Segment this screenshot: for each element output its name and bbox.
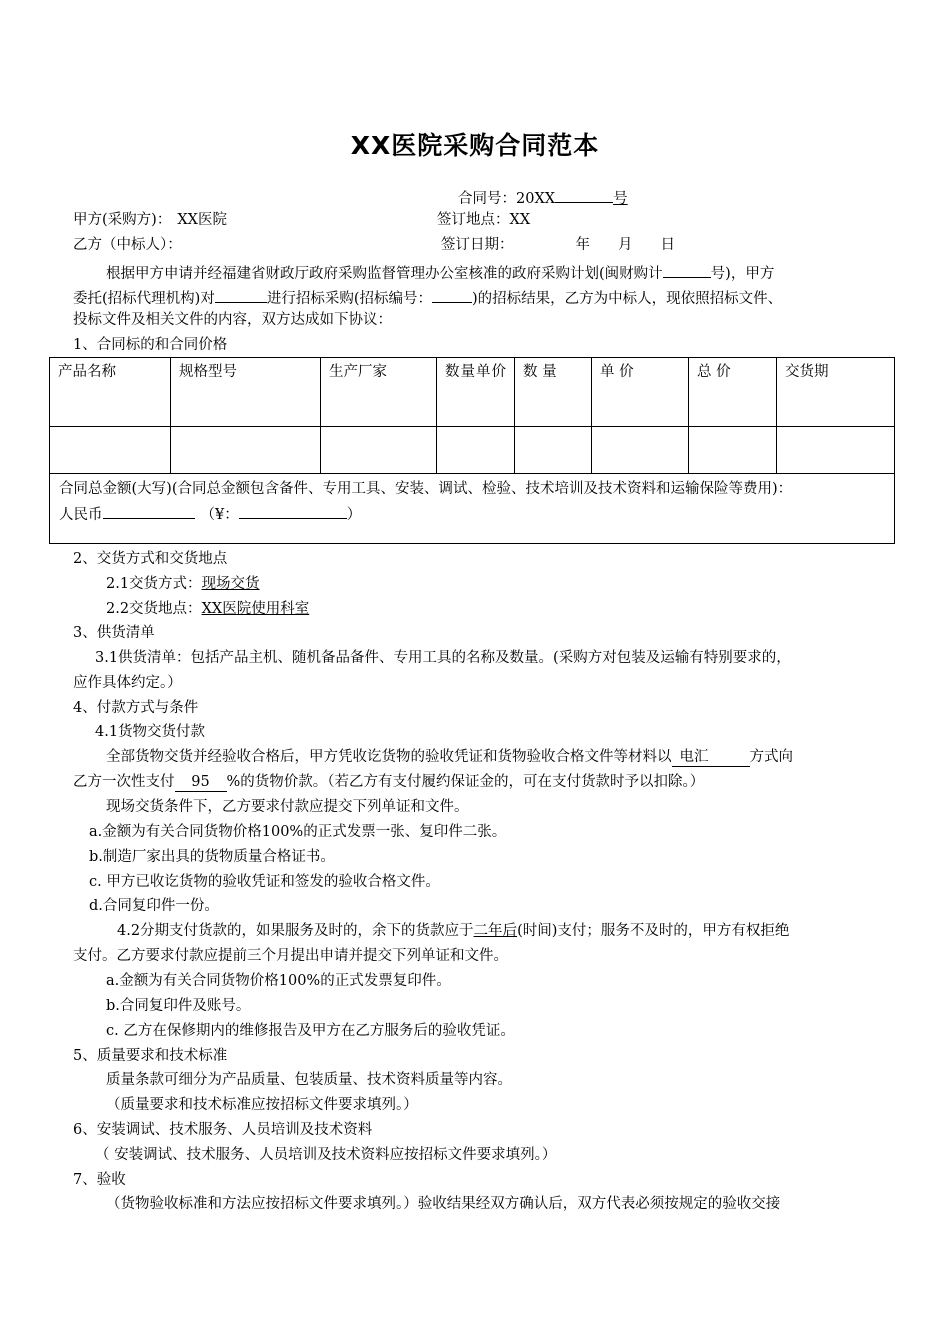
document-item-d: d.合同复印件一份。 [89,898,219,914]
total-amount-text: 合同总金额(大写)(合同总金额包含备件、专用工具、安装、调试、检验、技术培训及技术资料和运输保险等费用)： [59,481,793,497]
section-7-paragraph-1: （货物验收标准和方法应按招标文件要求填列。）验收结果经双方确认后，双方代表必须按规定的验收交接 [106,1196,781,1212]
col-product-name: 产品名称 [50,358,171,427]
intro-line-1 [106,259,878,285]
yen-amount-blank[interactable] [239,500,347,519]
col-spec-model: 规格型号 [171,358,321,427]
intro-text: 委托(招标代理机构)对 [73,291,215,307]
col-manufacturer: 生产厂家 [321,358,437,427]
plan-number-blank[interactable] [663,259,711,278]
rmb-line [59,500,886,526]
sign-date-year: 年 [575,237,590,253]
intro-text: 号)，甲方 [710,266,775,282]
section-5-paragraph-2: （质量要求和技术标准应按招标文件要求填列。） [106,1097,418,1113]
table-row [50,427,895,474]
payment-text: %的货物价款。（若乙方有支付履约保证金的，可在支付货款时予以扣除。） [226,774,705,790]
sign-date-day: 日 [660,237,675,253]
sign-date [441,234,675,256]
document-item-b: b.制造厂家出具的货物质量合格证书。 [89,849,335,865]
sign-place-label: 签订地点： [437,212,510,228]
installment-text: 4.2分期支付货款的，如果服务及时的，余下的货款应于 [117,923,474,939]
intro-line-2 [73,284,782,310]
payment-method-value [672,748,750,767]
table-cell[interactable] [689,427,777,474]
party-a-value: XX医院 [177,212,227,228]
delivery-method-value: 现场交货 [201,576,260,592]
installment-paragraph-2: 支付。乙方要求付款应提前三个月提出申请并提交下列单证和文件。 [73,948,508,964]
installment-time: 二年后 [473,923,518,939]
section-1-heading: 1、合同标的和合同价格 [73,337,228,353]
document-title: XX医院采购合同范本 [350,131,600,160]
intro-text: )的招标结果，乙方为中标人，现依照招标文件、 [471,291,783,307]
contract-number-blank[interactable] [555,184,613,203]
project-blank[interactable] [215,284,267,303]
table-cell[interactable] [321,427,437,474]
delivery-place-label: 2.2交货地点： [106,601,202,617]
sign-place [437,209,530,231]
section-6-heading: 6、安装调试、技术服务、人员培训及技术资料 [73,1122,373,1138]
table-cell[interactable] [777,427,895,474]
table-cell[interactable] [437,427,515,474]
delivery-place-value: XX医院使用科室 [201,601,310,617]
payment-paragraph-3: 现场交货条件下，乙方要求付款应提交下列单证和文件。 [106,799,469,815]
payment-paragraph-1 [106,746,793,768]
sign-date-month: 月 [618,237,633,253]
table-header-row [50,358,895,427]
document-item-a: a.金额为有关合同货物价格100%的正式发票一张、复印件二张。 [89,824,507,840]
section-2-heading: 2、交货方式和交货地点 [73,551,228,567]
section-3-heading: 3、供货清单 [73,625,155,641]
section-6-paragraph-1: （ 安装调试、技术服务、人员培训及技术资料应按招标文件要求填列。） [95,1147,557,1163]
contract-number-suffix: 号 [613,191,628,207]
section-5-heading: 5、质量要求和技术标准 [73,1048,228,1064]
installment-item-c: c. 乙方在保修期内的维修报告及甲方在乙方服务后的验收凭证。 [106,1023,515,1039]
party-a [73,209,227,231]
section-3-paragraph-2: 应作具体约定。） [73,675,182,691]
goods-table [49,357,895,544]
party-b-label: 乙方（中标人）： [73,237,182,253]
installment-item-b: b.合同复印件及账号。 [106,998,251,1014]
sign-place-value: XX [509,212,531,228]
section-5-paragraph-1: 质量条款可细分为产品质量、包装质量、技术资料质量等内容。 [106,1072,512,1088]
installment-paragraph-1 [117,920,789,942]
rmb-label: 人民币 [59,507,103,523]
contract-number [458,184,628,210]
intro-text: 进行招标采购(招标编号： [266,291,432,307]
payment-paragraph-2 [73,771,704,793]
contract-number-label: 合同号：20XX [458,191,556,207]
section-7-heading: 7、验收 [73,1172,126,1188]
yen-close: ） [346,507,362,523]
col-delivery-period: 交货期 [777,358,895,427]
col-quantity-unit: 数量单价 [437,358,515,427]
table-cell[interactable] [171,427,321,474]
installment-text: (时间)支付；服务不及时的，甲方有权拒绝 [517,923,790,939]
section-4-1-heading: 4.1货物交货付款 [95,724,206,740]
intro-line-3: 投标文件及相关文件的内容，双方达成如下协议： [73,312,392,328]
installment-item-a: a.金额为有关合同货物价格100%的正式发票复印件。 [106,973,451,989]
delivery-method [106,573,260,595]
rmb-amount-blank[interactable] [103,500,195,519]
col-total-price: 总 价 [689,358,777,427]
yen-label: （¥： [200,507,239,523]
payment-percentage: 95 [175,773,227,792]
intro-text: 根据甲方申请并经福建省财政厅政府采购监督管理办公室核准的政府采购计划(闽财购计 [106,266,663,282]
col-quantity: 数 量 [515,358,592,427]
payment-method-text: 电汇 [679,749,709,765]
col-unit-price: 单 价 [592,358,689,427]
total-amount-cell [50,474,895,544]
total-amount-row [50,474,895,544]
delivery-method-label: 2.1交货方式： [106,576,202,592]
payment-text: 全部货物交货并经验收合格后，甲方凭收讫货物的验收凭证和货物验收合格文件等材料以 [106,749,672,765]
table-cell[interactable] [50,427,171,474]
table-cell[interactable] [592,427,689,474]
section-4-heading: 4、付款方式与条件 [73,700,199,716]
party-a-label: 甲方(采购方)： [73,212,172,228]
sign-date-label: 签订日期： [441,237,514,253]
section-3-paragraph-1: 3.1供货清单：包括产品主机、随机备品备件、专用工具的名称及数量。(采购方对包装及运输有特别要求的， [95,650,791,666]
delivery-place [106,598,309,620]
document-item-c: c. 甲方已收讫货物的验收凭证和签发的验收合格文件。 [89,874,440,890]
payment-text: 方式向 [749,749,793,765]
table-cell[interactable] [515,427,592,474]
payment-text: 乙方一次性支付 [73,774,175,790]
bid-number-blank[interactable] [432,284,472,303]
